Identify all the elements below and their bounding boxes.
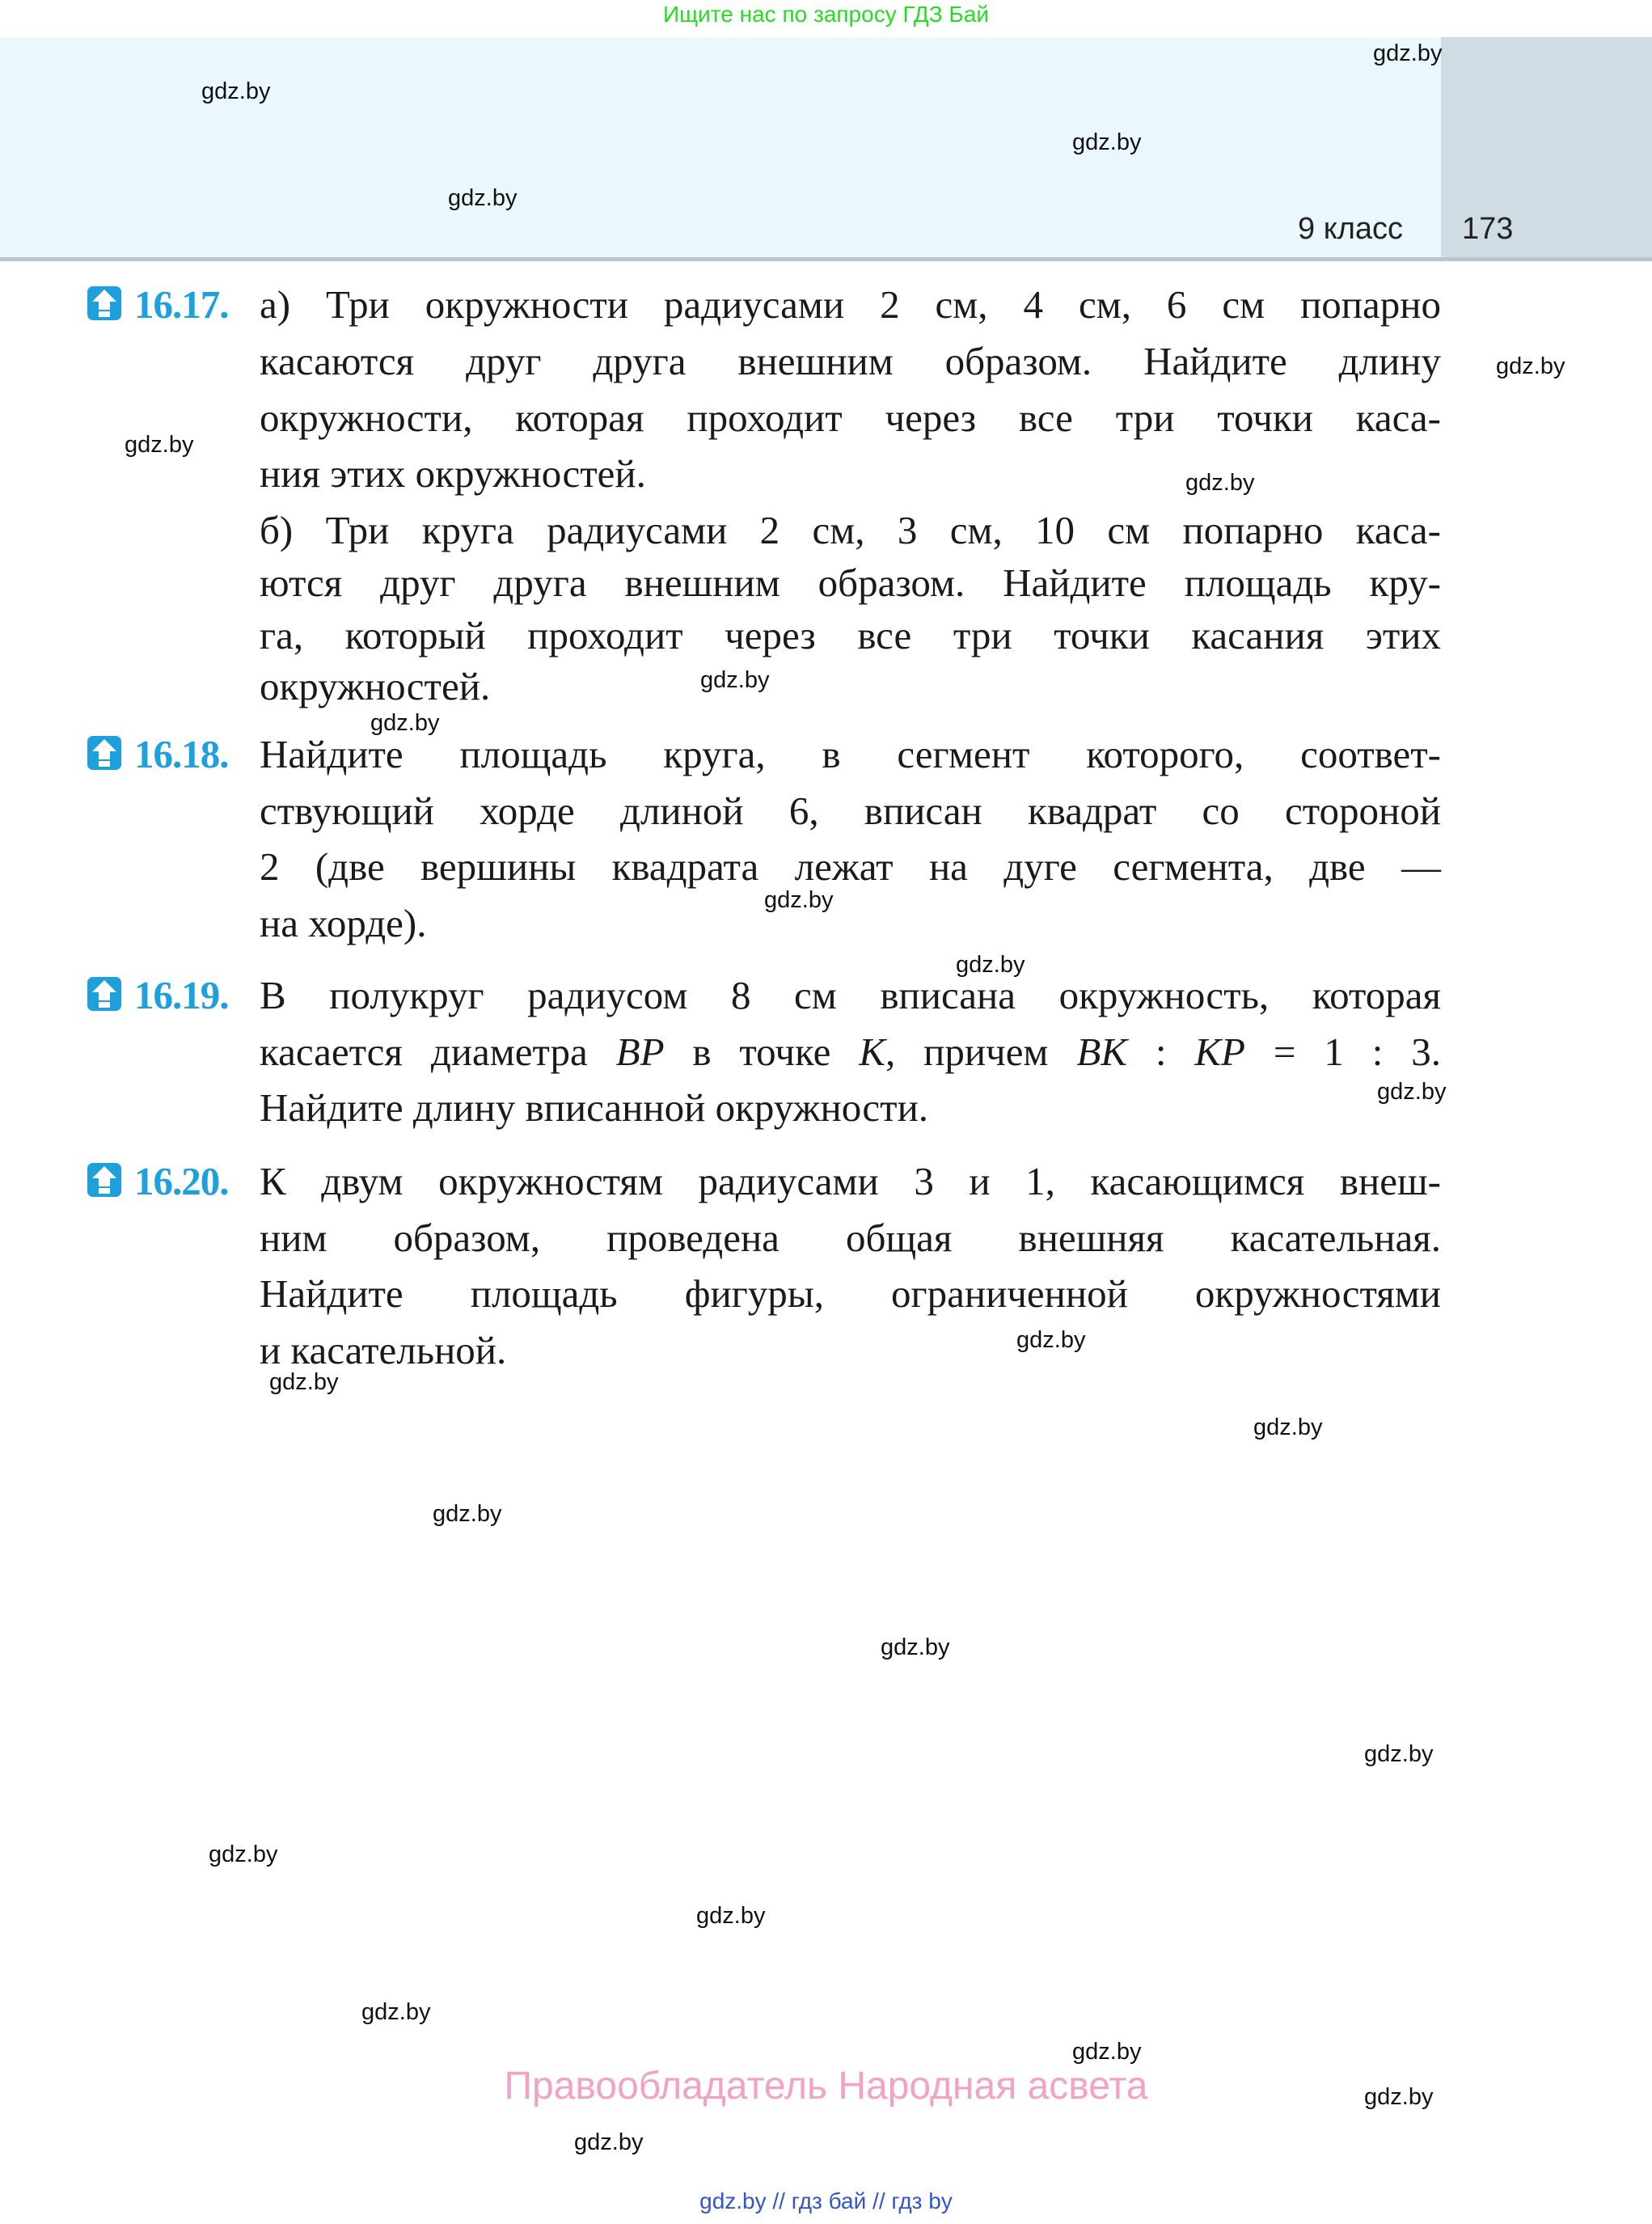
- copyright-notice: Правообладатель Народная асвета: [504, 2065, 1148, 2108]
- text-segment: В полукруг радиусом 8 см вписана окружность, которая: [260, 973, 1441, 1017]
- search-hint-banner: Ищите нас по запросу ГДЗ Бай: [662, 2, 990, 27]
- text-segment: касаются друг друга внешним образом. Найдите длину: [260, 339, 1441, 383]
- math-variable: KP: [1194, 1030, 1245, 1074]
- problem-text-line: [260, 390, 1441, 446]
- watermark-text: gdz.by: [700, 667, 770, 693]
- text-segment: Найдите длину вписанной окружности.: [260, 1085, 929, 1130]
- watermark-text: gdz.by: [1364, 1741, 1434, 1767]
- watermark-text: gdz.by: [1373, 40, 1443, 66]
- text-segment: на хорде).: [260, 901, 427, 945]
- problem-text-line: [260, 895, 1441, 952]
- difficulty-arrow-icon: [86, 734, 123, 772]
- watermark-text: gdz.by: [1072, 129, 1142, 155]
- watermark-text: gdz.by: [1377, 1079, 1447, 1105]
- problem-text-line: [260, 1210, 1441, 1266]
- text-segment: касается диаметра: [260, 1030, 616, 1074]
- watermark-text: gdz.by: [433, 1501, 502, 1527]
- text-segment: :: [1126, 1030, 1195, 1074]
- grade-label: 9 класс: [1298, 212, 1404, 246]
- text-segment: ются друг друга внешним образом. Найдите площадь кру-: [260, 560, 1441, 605]
- watermark-text: gdz.by: [1496, 353, 1565, 379]
- page-number: 173: [1462, 212, 1514, 246]
- watermark-text: gdz.by: [574, 2129, 644, 2155]
- watermark-text: gdz.by: [1185, 470, 1255, 496]
- watermark-text: gdz.by: [881, 1634, 950, 1660]
- watermark-text: gdz.by: [125, 432, 194, 458]
- problem-text-line: [260, 555, 1441, 611]
- text-segment: окружности, которая проходит через все три точки каса-: [260, 395, 1441, 440]
- text-segment: Найдите площадь фигуры, ограниченной окружностями: [260, 1271, 1441, 1316]
- watermark-text: gdz.by: [1364, 2084, 1434, 2110]
- watermark-text: gdz.by: [1072, 2039, 1142, 2065]
- problem-text-line: [260, 1266, 1441, 1322]
- watermark-text: gdz.by: [696, 1903, 766, 1929]
- text-segment: Найдите площадь круга, в сегмент которого, соответ-: [260, 732, 1441, 776]
- difficulty-arrow-icon: [86, 285, 123, 322]
- problem-text-line: [260, 277, 1441, 333]
- problem-number: 16.17.: [134, 282, 229, 327]
- watermark-text: gdz.by: [201, 78, 271, 104]
- watermark-text: gdz.by: [448, 185, 518, 211]
- watermark-text: gdz.by: [1016, 1327, 1086, 1353]
- problem-text-line: [260, 1153, 1441, 1210]
- text-segment: ним образом, проведена общая внешняя касательная.: [260, 1216, 1441, 1260]
- problem-text-line: [260, 1322, 1441, 1379]
- watermark-text: gdz.by: [956, 952, 1025, 978]
- math-variable: BK: [1076, 1030, 1127, 1074]
- problem-text-line: [260, 839, 1441, 895]
- difficulty-arrow-icon: [86, 1161, 123, 1199]
- text-segment: в точке: [664, 1030, 860, 1074]
- problem-text-line: [260, 1080, 1441, 1136]
- watermark-text: gdz.by: [269, 1369, 339, 1395]
- text-segment: К двум окружностям радиусами 3 и 1, касающимся внеш-: [260, 1159, 1441, 1203]
- problem-number: 16.19.: [134, 973, 229, 1017]
- problem-text-line: [260, 333, 1441, 390]
- watermark-text: gdz.by: [361, 1999, 431, 2025]
- math-variable: BP: [615, 1030, 665, 1074]
- problem-text-line: [260, 967, 1441, 1024]
- problem-text-line: [260, 1024, 1441, 1080]
- text-segment: окружностей.: [260, 664, 491, 708]
- text-segment: а) Три окружности радиусами 2 см, 4 см, 6 см попарно: [260, 282, 1441, 327]
- problem-text-line: [260, 607, 1441, 664]
- footer-links[interactable]: gdz.by // гдз бай // гдз by: [699, 2188, 953, 2213]
- math-variable: K: [859, 1030, 885, 1074]
- watermark-text: gdz.by: [370, 710, 440, 736]
- text-segment: б) Три круга радиусами 2 см, 3 см, 10 см попарно каса-: [260, 508, 1441, 552]
- watermark-text: gdz.by: [764, 887, 834, 913]
- problem-text-line: [260, 446, 1441, 502]
- problem-number: 16.20.: [134, 1159, 229, 1203]
- watermark-text: gdz.by: [1253, 1414, 1323, 1440]
- text-segment: = 1 : 3.: [1244, 1030, 1441, 1074]
- problem-text-line: [260, 502, 1441, 559]
- difficulty-arrow-icon: [86, 975, 123, 1013]
- text-segment: 2 (две вершины квадрата лежат на дуге сегмента, две —: [260, 844, 1441, 889]
- text-segment: га, который проходит через все три точки касания этих: [260, 613, 1441, 657]
- header-divider: [0, 257, 1652, 261]
- problem-text-line: [260, 783, 1441, 839]
- text-segment: ния этих окружностей.: [260, 451, 646, 496]
- problem-text-line: [260, 658, 1441, 715]
- text-segment: , причем: [885, 1030, 1077, 1074]
- text-segment: ствующий хорде длиной 6, вписан квадрат со стороной: [260, 789, 1441, 833]
- problem-number: 16.18.: [134, 732, 229, 776]
- page-header-band: [0, 37, 1441, 259]
- text-segment: и касательной.: [260, 1328, 507, 1372]
- watermark-text: gdz.by: [209, 1841, 278, 1867]
